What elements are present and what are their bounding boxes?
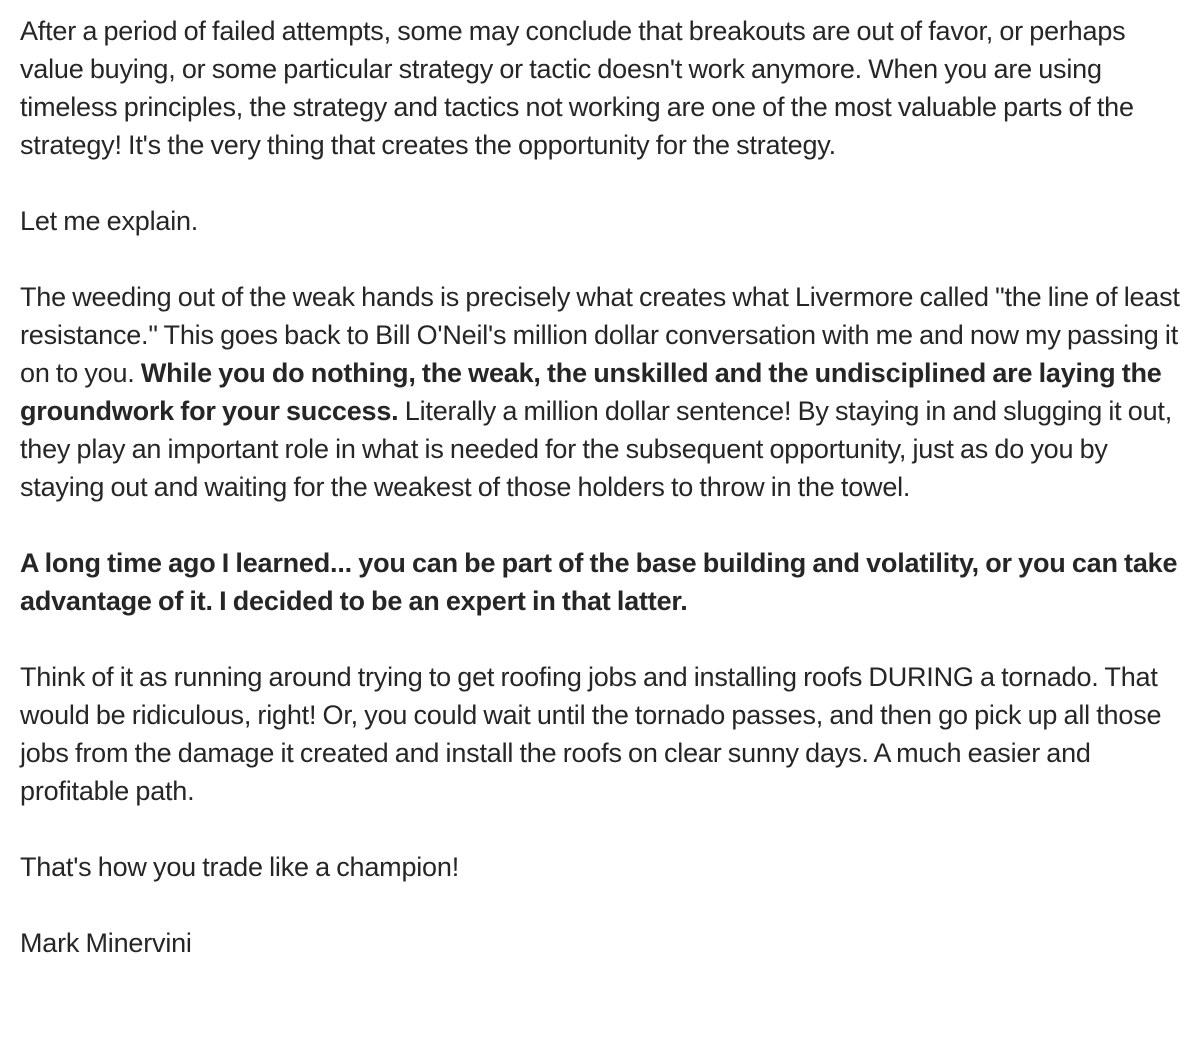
paragraph-let-me-explain: Let me explain. [20,206,199,236]
paragraph-long-time-ago: A long time ago I learned... you can be part of the base building and volatility, or you can take advantage of it. I decided to be an expert in that latter. [20,548,1178,616]
paragraph-weeding-out-trail: Literally a million dollar sentence! By staying in and slugging it out, they play an important role in what is needed for the subsequent opportunity, just as do you by staying out and waiting for the weakest of those holders to throw in the towel. [20,396,1173,502]
paragraph-failed-attempts: After a period of failed attempts, some may conclude that breakouts are out of favor, or perhaps value buying, or some particular strategy or tactic doesn't work anymore. When you are using timeless principles, the strategy and tactics not working are one of the most valuable parts of the strategy! It's the very thing that creates the opportunity for the strategy. [20,16,1134,160]
paragraph-weeding-out [20,278,1180,506]
paragraph-roofing-analogy: Think of it as running around trying to get roofing jobs and installing roofs DURING a tornado. That would be ridiculous, right! Or, you could wait until the tornado passes, and then go pick up all those jobs from the damage it created and install the roofs on clear sunny days. A much easier and profitable path. [20,662,1162,806]
author-signature: Mark Minervini [20,928,192,958]
paragraph-weeding-out-emphasis: While you do nothing, the weak, the unskilled and the undisciplined are laying the groundwork for your success. [20,358,1162,426]
paragraph-trade-like-champion: That's how you trade like a champion! [20,852,459,882]
paragraph-weeding-out-lead: The weeding out of the weak hands is precisely what creates what Livermore called "the line of least resistance." This goes back to Bill O'Neil's million dollar conversation with me and now my passing it on to you. [20,282,1180,388]
